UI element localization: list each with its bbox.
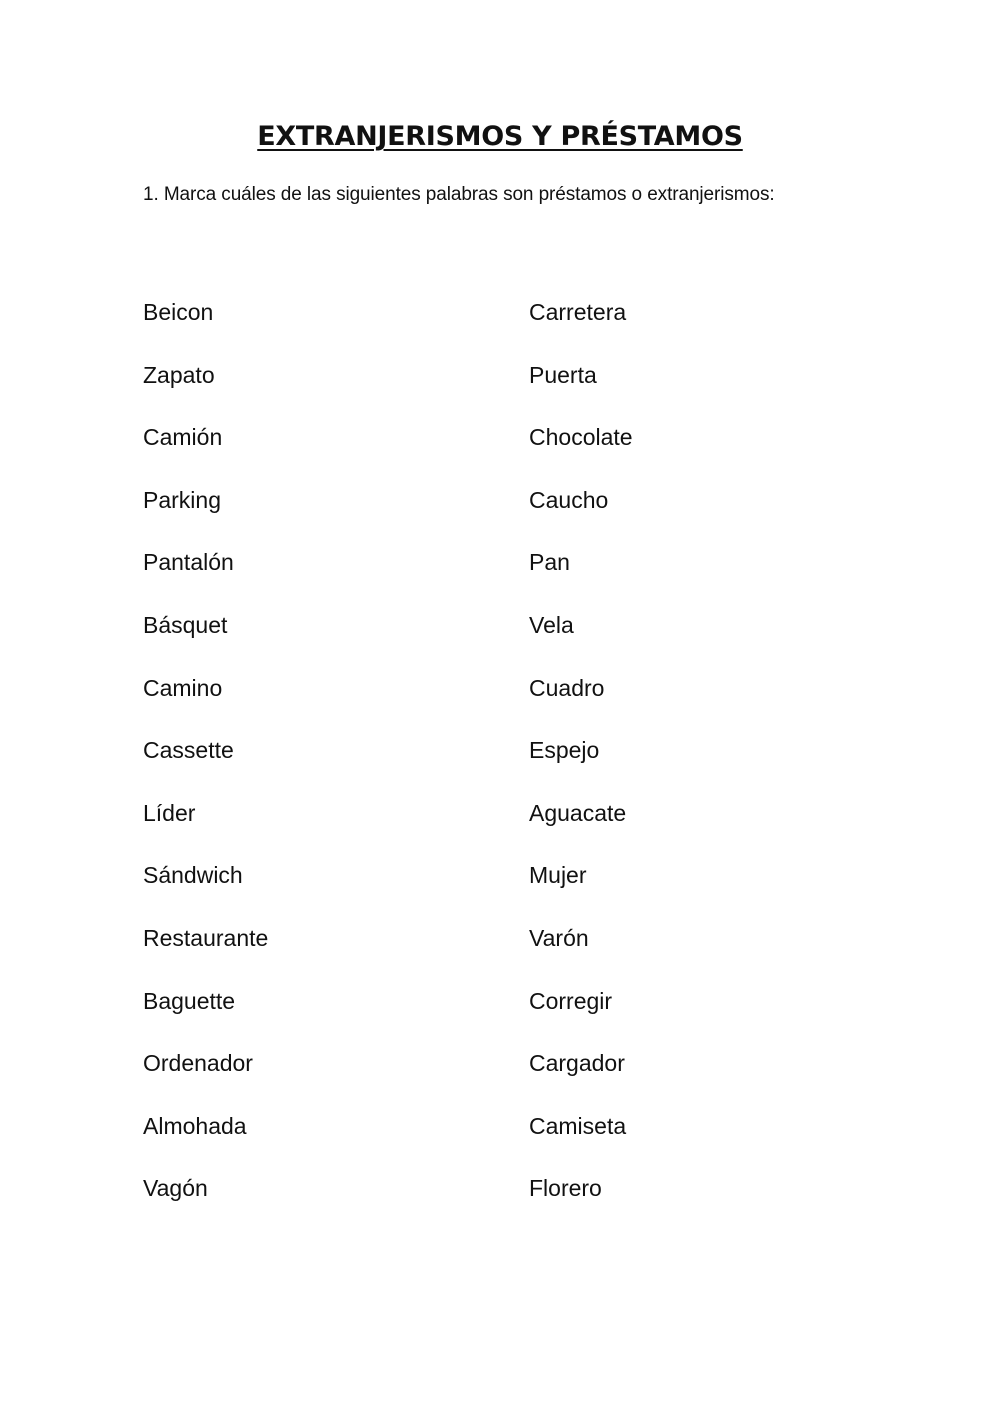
word-item[interactable]: Sándwich bbox=[143, 862, 243, 889]
word-item[interactable]: Almohada bbox=[143, 1112, 247, 1139]
word-row bbox=[143, 609, 843, 672]
word-item[interactable]: Ordenador bbox=[143, 1050, 253, 1077]
word-item[interactable]: Florero bbox=[529, 1175, 602, 1202]
word-item[interactable]: Camiseta bbox=[529, 1112, 627, 1139]
word-row bbox=[143, 985, 843, 1048]
word-row bbox=[143, 672, 843, 735]
word-row bbox=[143, 484, 843, 547]
word-item[interactable]: Vela bbox=[529, 611, 574, 638]
word-row bbox=[143, 1110, 843, 1173]
word-item[interactable]: Aguacate bbox=[529, 799, 627, 826]
word-item[interactable]: Baguette bbox=[143, 987, 236, 1014]
word-item[interactable]: Mujer bbox=[529, 862, 587, 889]
word-item[interactable]: Pan bbox=[529, 549, 570, 576]
word-item[interactable]: Varón bbox=[529, 924, 589, 951]
word-item[interactable]: Pantalón bbox=[143, 549, 234, 576]
word-item[interactable]: Zapato bbox=[143, 361, 215, 388]
word-item[interactable]: Básquet bbox=[143, 611, 228, 638]
word-item[interactable]: Restaurante bbox=[143, 924, 269, 951]
word-row bbox=[143, 797, 843, 860]
word-item[interactable]: Espejo bbox=[529, 737, 600, 764]
page-title: EXTRANJERISMOS Y PRÉSTAMOS bbox=[257, 121, 743, 152]
word-item[interactable]: Líder bbox=[143, 799, 196, 826]
word-item[interactable]: Camino bbox=[143, 674, 223, 701]
word-item[interactable]: Vagón bbox=[143, 1175, 208, 1202]
word-row bbox=[143, 1047, 843, 1110]
word-row bbox=[143, 546, 843, 609]
word-item[interactable]: Cassette bbox=[143, 737, 234, 764]
exercise-instruction: 1. Marca cuáles de las siguientes palabras son préstamos o extranjerismos: bbox=[143, 184, 775, 205]
word-item[interactable]: Camión bbox=[143, 424, 223, 451]
word-row bbox=[143, 922, 843, 985]
word-item[interactable]: Parking bbox=[143, 486, 221, 513]
word-row bbox=[143, 859, 843, 922]
word-item[interactable]: Caucho bbox=[529, 486, 609, 513]
word-row bbox=[143, 734, 843, 797]
word-row bbox=[143, 359, 843, 422]
word-row bbox=[143, 421, 843, 484]
word-item[interactable]: Chocolate bbox=[529, 424, 633, 451]
word-row bbox=[143, 296, 843, 359]
word-list bbox=[143, 296, 843, 1235]
word-row bbox=[143, 1172, 843, 1235]
word-item[interactable]: Cuadro bbox=[529, 674, 605, 701]
word-item[interactable]: Cargador bbox=[529, 1050, 625, 1077]
word-item[interactable]: Carretera bbox=[529, 299, 627, 325]
word-item[interactable]: Beicon bbox=[143, 299, 214, 325]
word-item[interactable]: Corregir bbox=[529, 987, 613, 1014]
word-item[interactable]: Puerta bbox=[529, 361, 597, 388]
